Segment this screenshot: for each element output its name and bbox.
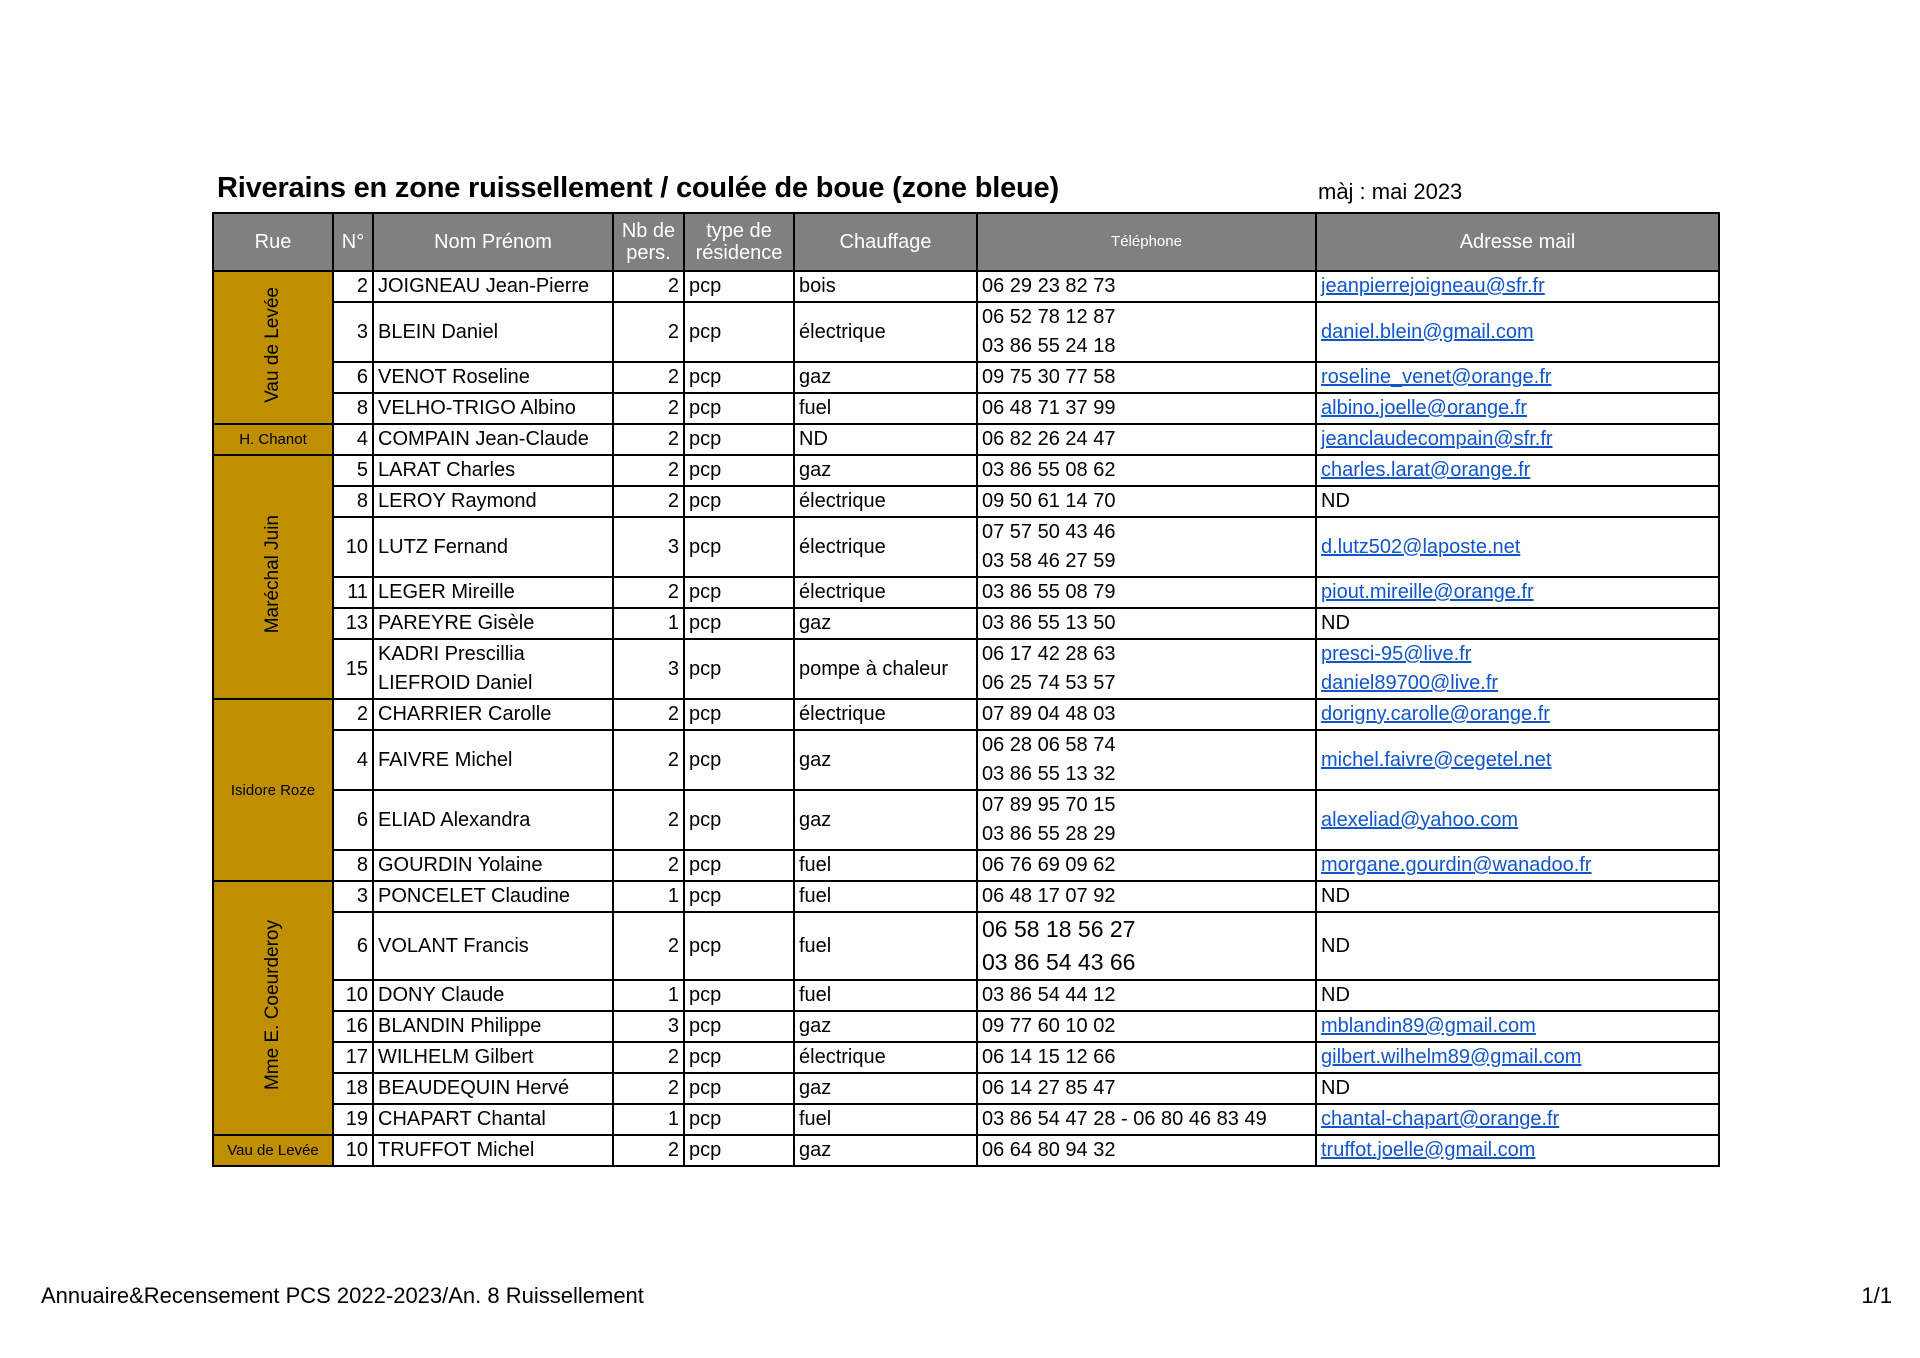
email-not-available: ND	[1321, 984, 1350, 1006]
street-name: Vau de Levée	[227, 1142, 319, 1159]
resident-name-cell	[373, 1135, 613, 1166]
resident-name: BEAUDEQUIN Hervé	[378, 1077, 570, 1099]
email-not-available: ND	[1321, 490, 1350, 512]
phone-number: 07 57 50 43 46	[982, 521, 1116, 543]
table-row	[213, 850, 1719, 881]
email-cell	[1316, 912, 1719, 980]
heating-type: fuel	[794, 850, 977, 881]
heating-type: fuel	[794, 1104, 977, 1135]
phone-cell	[977, 577, 1316, 608]
street-cell	[213, 271, 333, 424]
email-cell	[1316, 881, 1719, 912]
residence-type: pcp	[684, 302, 794, 362]
table-row	[213, 639, 1719, 699]
phone-number: 06 48 17 07 92	[982, 885, 1116, 907]
house-number: 6	[333, 912, 373, 980]
table-row	[213, 393, 1719, 424]
resident-name: PONCELET Claudine	[378, 885, 570, 907]
phone-number: 03 86 54 43 66	[982, 949, 1136, 975]
table-row	[213, 517, 1719, 577]
residence-type: pcp	[684, 1135, 794, 1166]
phone-cell	[977, 790, 1316, 850]
house-number: 8	[333, 486, 373, 517]
house-number: 11	[333, 577, 373, 608]
email-cell	[1316, 393, 1719, 424]
street-name: Isidore Roze	[230, 781, 316, 799]
resident-name-cell	[373, 881, 613, 912]
house-number: 3	[333, 302, 373, 362]
table-row	[213, 881, 1719, 912]
email-cell	[1316, 1011, 1719, 1042]
resident-name: GOURDIN Yolaine	[378, 854, 543, 876]
phone-number: 09 50 61 14 70	[982, 490, 1116, 512]
residence-type: pcp	[684, 1073, 794, 1104]
resident-name: BLEIN Daniel	[378, 320, 499, 343]
resident-name: LIEFROID Daniel	[378, 672, 533, 694]
residence-type: pcp	[684, 455, 794, 486]
heating-type: gaz	[794, 362, 977, 393]
heating-type: électrique	[794, 302, 977, 362]
email-link[interactable]: morgane.gourdin@wanadoo.fr	[1321, 854, 1592, 876]
email-cell	[1316, 577, 1719, 608]
phone-cell	[977, 271, 1316, 302]
email-link[interactable]: presci-95@live.fr	[1321, 643, 1472, 665]
table-row	[213, 424, 1719, 455]
residence-type: pcp	[684, 517, 794, 577]
heating-type: pompe à chaleur	[794, 639, 977, 699]
email-not-available: ND	[1321, 885, 1350, 907]
phone-cell	[977, 486, 1316, 517]
email-cell	[1316, 271, 1719, 302]
phone-cell	[977, 699, 1316, 730]
heating-type: fuel	[794, 393, 977, 424]
phone-cell	[977, 517, 1316, 577]
heating-type: bois	[794, 271, 977, 302]
email-cell	[1316, 302, 1719, 362]
phone-number: 03 86 55 08 62	[982, 459, 1116, 481]
resident-name-cell	[373, 517, 613, 577]
header-number: N°	[333, 213, 373, 271]
residence-type: pcp	[684, 608, 794, 639]
street-cell	[213, 424, 333, 455]
house-number: 10	[333, 517, 373, 577]
email-not-available: ND	[1321, 934, 1350, 957]
resident-name: JOIGNEAU Jean-Pierre	[378, 275, 590, 297]
house-number: 6	[333, 790, 373, 850]
resident-name: LEGER Mireille	[378, 581, 515, 603]
email-cell	[1316, 730, 1719, 790]
phone-number: 03 86 54 47 28 - 06 80 46 83 49	[982, 1108, 1267, 1130]
heating-type: électrique	[794, 577, 977, 608]
resident-name: LUTZ Fernand	[378, 535, 509, 558]
email-cell	[1316, 455, 1719, 486]
house-number: 2	[333, 271, 373, 302]
phone-number: 06 64 80 94 32	[982, 1139, 1116, 1161]
residence-type: pcp	[684, 790, 794, 850]
phone-cell	[977, 980, 1316, 1011]
phone-number: 03 86 55 13 32	[982, 763, 1116, 785]
phone-cell	[977, 912, 1316, 980]
resident-name-cell	[373, 1042, 613, 1073]
resident-name: PAREYRE Gisèle	[378, 612, 535, 634]
residence-type: pcp	[684, 362, 794, 393]
resident-name: DONY Claude	[378, 984, 505, 1006]
nb-persons: 2	[613, 271, 684, 302]
email-link[interactable]: michel.faivre@cegetel.net	[1321, 748, 1552, 771]
email-link[interactable]: daniel89700@live.fr	[1321, 672, 1499, 694]
phone-cell	[977, 639, 1316, 699]
nb-persons: 2	[613, 1135, 684, 1166]
resident-name: VOLANT Francis	[378, 934, 529, 957]
residence-type: pcp	[684, 271, 794, 302]
residence-type: pcp	[684, 699, 794, 730]
residence-type: pcp	[684, 730, 794, 790]
email-cell	[1316, 699, 1719, 730]
house-number: 16	[333, 1011, 373, 1042]
residence-type: pcp	[684, 850, 794, 881]
resident-name-cell	[373, 455, 613, 486]
email-link[interactable]: jeanpierrejoigneau@sfr.fr	[1321, 275, 1545, 297]
resident-name-cell	[373, 393, 613, 424]
phone-number: 06 28 06 58 74	[982, 734, 1116, 756]
street-name: Mme E. Coeurderoy	[262, 919, 283, 1090]
residence-type: pcp	[684, 577, 794, 608]
resident-name: TRUFFOT Michel	[378, 1139, 535, 1161]
resident-name: KADRI Prescillia	[378, 643, 525, 665]
phone-cell	[977, 730, 1316, 790]
heating-type: électrique	[794, 486, 977, 517]
email-cell	[1316, 486, 1719, 517]
email-cell	[1316, 1042, 1719, 1073]
phone-number: 07 89 95 70 15	[982, 794, 1116, 816]
house-number: 13	[333, 608, 373, 639]
footer-document-ref: Annuaire&Recensement PCS 2022-2023/An. 8 Ruissellement	[41, 1283, 644, 1308]
table-row	[213, 790, 1719, 850]
header-email: Adresse mail	[1316, 213, 1719, 271]
footer-page-number: 1/1	[1861, 1283, 1892, 1308]
house-number: 4	[333, 730, 373, 790]
phone-number: 06 52 78 12 87	[982, 306, 1116, 328]
phone-cell	[977, 608, 1316, 639]
nb-persons: 1	[613, 1104, 684, 1135]
house-number: 18	[333, 1073, 373, 1104]
resident-name: LARAT Charles	[378, 459, 516, 481]
phone-cell	[977, 1011, 1316, 1042]
phone-cell	[977, 881, 1316, 912]
resident-name-cell	[373, 424, 613, 455]
heating-type: électrique	[794, 517, 977, 577]
email-cell	[1316, 639, 1719, 699]
resident-name: ELIAD Alexandra	[378, 808, 531, 831]
resident-name-cell	[373, 980, 613, 1011]
email-cell	[1316, 424, 1719, 455]
house-number: 5	[333, 455, 373, 486]
table-row	[213, 1135, 1719, 1166]
street-cell	[213, 699, 333, 881]
heating-type: gaz	[794, 1135, 977, 1166]
email-link[interactable]: daniel.blein@gmail.com	[1321, 320, 1534, 343]
phone-cell	[977, 1104, 1316, 1135]
resident-name: FAIVRE Michel	[378, 748, 513, 771]
table-row	[213, 1073, 1719, 1104]
phone-number: 03 86 55 13 50	[982, 612, 1116, 634]
resident-name-cell	[373, 271, 613, 302]
email-cell	[1316, 362, 1719, 393]
nb-persons: 2	[613, 850, 684, 881]
email-link[interactable]: jeanclaudecompain@sfr.fr	[1321, 428, 1553, 450]
email-link[interactable]: d.lutz502@laposte.net	[1321, 535, 1521, 558]
residence-type: pcp	[684, 881, 794, 912]
phone-number: 03 86 55 08 79	[982, 581, 1116, 603]
resident-name-cell	[373, 699, 613, 730]
residence-type: pcp	[684, 1011, 794, 1042]
phone-cell	[977, 393, 1316, 424]
resident-name: BLANDIN Philippe	[378, 1015, 542, 1037]
table-row	[213, 1011, 1719, 1042]
phone-number: 06 14 15 12 66	[982, 1046, 1116, 1068]
nb-persons: 1	[613, 881, 684, 912]
table-row	[213, 699, 1719, 730]
email-not-available: ND	[1321, 612, 1350, 634]
table-row	[213, 271, 1719, 302]
resident-name-cell	[373, 912, 613, 980]
nb-persons: 2	[613, 362, 684, 393]
phone-number: 03 86 54 44 12	[982, 984, 1116, 1006]
header-rue: Rue	[213, 213, 333, 271]
phone-number: 06 82 26 24 47	[982, 428, 1116, 450]
email-link[interactable]: alexeliad@yahoo.com	[1321, 808, 1519, 831]
email-link[interactable]: piout.mireille@orange.fr	[1321, 581, 1534, 603]
heating-type: fuel	[794, 912, 977, 980]
street-name: Vau de Levée	[262, 286, 283, 403]
header-heating: Chauffage	[794, 213, 977, 271]
residents-table	[212, 212, 1720, 1167]
phone-number: 06 58 18 56 27	[982, 916, 1136, 942]
phone-cell	[977, 424, 1316, 455]
heating-type: fuel	[794, 980, 977, 1011]
heating-type: gaz	[794, 1073, 977, 1104]
phone-number: 03 58 46 27 59	[982, 550, 1116, 572]
email-cell	[1316, 850, 1719, 881]
phone-number: 03 86 55 28 29	[982, 823, 1116, 845]
heating-type: gaz	[794, 608, 977, 639]
residence-type: pcp	[684, 912, 794, 980]
table-row	[213, 577, 1719, 608]
email-link[interactable]: dorigny.carolle@orange.fr	[1321, 703, 1550, 725]
email-cell	[1316, 980, 1719, 1011]
resident-name-cell	[373, 608, 613, 639]
nb-persons: 3	[613, 639, 684, 699]
resident-name: LEROY Raymond	[378, 490, 537, 512]
header-residence-type: type de résidence	[684, 213, 794, 271]
nb-persons: 2	[613, 486, 684, 517]
phone-cell	[977, 455, 1316, 486]
house-number: 10	[333, 980, 373, 1011]
nb-persons: 2	[613, 1042, 684, 1073]
table-row	[213, 1042, 1719, 1073]
residence-type: pcp	[684, 393, 794, 424]
heating-type: électrique	[794, 699, 977, 730]
heating-type: ND	[794, 424, 977, 455]
phone-number: 07 89 04 48 03	[982, 703, 1116, 725]
resident-name-cell	[373, 850, 613, 881]
residence-type: pcp	[684, 639, 794, 699]
resident-name-cell	[373, 362, 613, 393]
heating-type: fuel	[794, 881, 977, 912]
house-number: 6	[333, 362, 373, 393]
house-number: 3	[333, 881, 373, 912]
resident-name-cell	[373, 486, 613, 517]
phone-number: 06 17 42 28 63	[982, 643, 1116, 665]
nb-persons: 3	[613, 517, 684, 577]
phone-cell	[977, 302, 1316, 362]
table-row	[213, 608, 1719, 639]
email-cell	[1316, 1135, 1719, 1166]
resident-name: CHARRIER Carolle	[378, 703, 552, 725]
table-row	[213, 980, 1719, 1011]
heating-type: gaz	[794, 455, 977, 486]
email-cell	[1316, 517, 1719, 577]
heating-type: électrique	[794, 1042, 977, 1073]
residence-type: pcp	[684, 1104, 794, 1135]
email-cell	[1316, 790, 1719, 850]
table-row	[213, 455, 1719, 486]
header-nb-persons: Nb de pers.	[613, 213, 684, 271]
phone-cell	[977, 362, 1316, 393]
resident-name-cell	[373, 639, 613, 699]
table-row	[213, 730, 1719, 790]
heating-type: gaz	[794, 790, 977, 850]
email-cell	[1316, 608, 1719, 639]
house-number: 2	[333, 699, 373, 730]
table-row	[213, 302, 1719, 362]
email-link[interactable]: chantal-chapart@orange.fr	[1321, 1108, 1560, 1130]
resident-name-cell	[373, 790, 613, 850]
street-cell	[213, 1135, 333, 1166]
resident-name: COMPAIN Jean-Claude	[378, 428, 589, 450]
table-row	[213, 362, 1719, 393]
header-name: Nom Prénom	[373, 213, 613, 271]
update-date: màj : mai 2023	[1318, 179, 1463, 204]
nb-persons: 2	[613, 455, 684, 486]
table-row	[213, 486, 1719, 517]
email-cell	[1316, 1104, 1719, 1135]
nb-persons: 2	[613, 424, 684, 455]
resident-name: WILHELM Gilbert	[378, 1046, 534, 1068]
residence-type: pcp	[684, 424, 794, 455]
nb-persons: 1	[613, 980, 684, 1011]
header-phone: Téléphone	[977, 213, 1316, 271]
resident-name-cell	[373, 577, 613, 608]
table-row	[213, 912, 1719, 980]
email-link[interactable]: charles.larat@orange.fr	[1321, 459, 1531, 481]
phone-number: 06 29 23 82 73	[982, 275, 1116, 297]
phone-cell	[977, 850, 1316, 881]
nb-persons: 2	[613, 393, 684, 424]
nb-persons: 2	[613, 1073, 684, 1104]
phone-number: 03 86 55 24 18	[982, 335, 1116, 357]
nb-persons: 3	[613, 1011, 684, 1042]
resident-name: VENOT Roseline	[378, 366, 530, 388]
resident-name: CHAPART Chantal	[378, 1108, 546, 1130]
house-number: 17	[333, 1042, 373, 1073]
heating-type: gaz	[794, 730, 977, 790]
phone-number: 06 48 71 37 99	[982, 397, 1116, 419]
house-number: 8	[333, 850, 373, 881]
nb-persons: 2	[613, 790, 684, 850]
phone-number: 09 75 30 77 58	[982, 366, 1116, 388]
nb-persons: 2	[613, 577, 684, 608]
phone-cell	[977, 1042, 1316, 1073]
email-link[interactable]: mblandin89@gmail.com	[1321, 1015, 1536, 1037]
phone-cell	[977, 1135, 1316, 1166]
nb-persons: 2	[613, 912, 684, 980]
nb-persons: 2	[613, 730, 684, 790]
residence-type: pcp	[684, 486, 794, 517]
residence-type: pcp	[684, 980, 794, 1011]
email-link[interactable]: gilbert.wilhelm89@gmail.com	[1321, 1046, 1582, 1068]
phone-cell	[977, 1073, 1316, 1104]
street-cell	[213, 881, 333, 1135]
house-number: 8	[333, 393, 373, 424]
phone-number: 09 77 60 10 02	[982, 1015, 1116, 1037]
table-row	[213, 1104, 1719, 1135]
phone-number: 06 76 69 09 62	[982, 854, 1116, 876]
resident-name-cell	[373, 1104, 613, 1135]
house-number: 15	[333, 639, 373, 699]
phone-number: 06 14 27 85 47	[982, 1077, 1116, 1099]
nb-persons: 2	[613, 699, 684, 730]
document-title: Riverains en zone ruissellement / coulée de boue (zone bleue)	[217, 172, 1059, 204]
house-number: 19	[333, 1104, 373, 1135]
house-number: 10	[333, 1135, 373, 1166]
phone-number: 06 25 74 53 57	[982, 672, 1116, 694]
residence-type: pcp	[684, 1042, 794, 1073]
street-name: H. Chanot	[239, 431, 307, 448]
table-header-row	[213, 213, 1719, 271]
nb-persons: 1	[613, 608, 684, 639]
resident-name: VELHO-TRIGO Albino	[378, 397, 576, 419]
heating-type: gaz	[794, 1011, 977, 1042]
street-cell	[213, 455, 333, 699]
resident-name-cell	[373, 1011, 613, 1042]
resident-name-cell	[373, 730, 613, 790]
nb-persons: 2	[613, 302, 684, 362]
resident-name-cell	[373, 1073, 613, 1104]
resident-name-cell	[373, 302, 613, 362]
email-link[interactable]: roseline_venet@orange.fr	[1321, 366, 1552, 388]
email-cell	[1316, 1073, 1719, 1104]
email-link[interactable]: truffot.joelle@gmail.com	[1321, 1139, 1536, 1161]
house-number: 4	[333, 424, 373, 455]
email-link[interactable]: albino.joelle@orange.fr	[1321, 397, 1527, 419]
email-not-available: ND	[1321, 1077, 1350, 1099]
street-name: Maréchal Juin	[262, 514, 283, 634]
